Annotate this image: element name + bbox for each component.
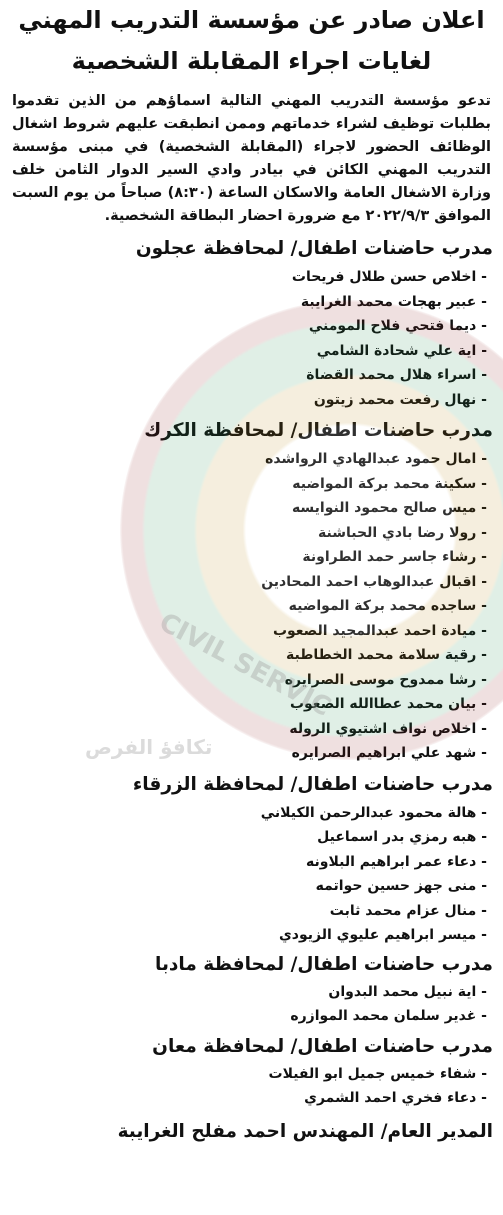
- watermark-latin-text: CIVIL SERVIC: [154, 607, 336, 723]
- candidate-list: [10, 1062, 493, 1111]
- candidate-name: - غدير سلمان محمد الموازره: [290, 1008, 487, 1024]
- candidate-list: [10, 265, 493, 412]
- candidate-name: - رشاء جاسر حمد الطراونة: [302, 549, 487, 565]
- section-title: مدرب حاضنات اطفال/ لمحافظة الكرك: [144, 420, 493, 441]
- candidate-name: - سكينة محمد بركة المواضيه: [292, 475, 487, 492]
- candidate-name: - اية علي شحادة الشامي: [316, 342, 487, 359]
- section-madaba: [10, 952, 493, 1029]
- section-title: مدرب حاضنات اطفال/ لمحافظة مادبا: [155, 953, 493, 975]
- announcement-intro: تدعو مؤسسة التدريب المهني التالية اسماؤهم من الذين تقدموا بطلبات توظيف لشراء خدماتهم وممن انطبقت عليهم شروط اشغال الوظائف الحضور لاجراء (المقابلة الشخصية) في مبنى مؤسسة التدريب المهني الكائن في بيادر وادي السير الدوار الثامن خلف وزارة الاشغال العامة والاسكان الساعة (٨:٣٠) صباحاً من يوم السبت الموافق ٢٠٢٢/٩/٣ مع ضرورة احضار البطاقة الشخصية.: [12, 93, 491, 224]
- section-ajloun: [10, 236, 493, 412]
- candidate-name: - ساجده محمد بركة المواضيه: [288, 598, 487, 614]
- candidate-name: - رقية سلامة محمد الخطاطبة: [286, 647, 487, 663]
- candidate-name: - ميسر ابراهيم عليوي الزيودي: [278, 927, 487, 943]
- candidate-name: - شهد علي ابراهيم الصرايره: [291, 745, 487, 761]
- candidate-list: [10, 980, 493, 1029]
- candidate-name: - بيان محمد عطاالله الصعوب: [289, 696, 487, 712]
- candidate-name: - منى جهز حسين حواتمه: [315, 878, 487, 894]
- candidate-list: [10, 447, 493, 766]
- candidate-name: - هبه رمزي بدر اسماعيل: [317, 829, 487, 845]
- candidate-name: - دعاء فخري احمد الشمري: [304, 1090, 487, 1106]
- candidate-name: - اسراء هلال محمد القضاة: [306, 367, 487, 383]
- candidate-name: - ميس صالح محمود النوايسه: [291, 500, 487, 516]
- section-zarqa: [10, 772, 493, 948]
- candidate-name: - رولا رضا بادي الحباشنة: [318, 524, 487, 541]
- candidate-name: - ميادة احمد عبدالمجيد الصعوب: [272, 622, 487, 639]
- candidate-name: - اية نبيل محمد البدوان: [328, 983, 487, 1000]
- announcement-subtitle: لغايات اجراء المقابلة الشخصية: [71, 47, 432, 75]
- candidate-name: - شفاء خميس جميل ابو الفيلات: [268, 1065, 487, 1082]
- section-title: مدرب حاضنات اطفال/ لمحافظة الزرقاء: [132, 773, 493, 795]
- director-signature: المدير العام/ المهندس احمد مفلح الغرايبة: [117, 1120, 493, 1142]
- section-maan: [10, 1034, 493, 1111]
- candidate-name: - دعاء عمر ابراهيم البلاونه: [306, 853, 487, 870]
- announcement-title: اعلان صادر عن مؤسسة التدريب المهني: [18, 6, 485, 34]
- candidate-name: - اقبال عبدالوهاب احمد المحادين: [261, 573, 487, 590]
- watermark-slogan-text: تكافؤ الفرص: [85, 735, 213, 759]
- candidate-list: [10, 801, 493, 948]
- section-title: مدرب حاضنات اطفال/ لمحافظة معان: [152, 1035, 493, 1057]
- section-karak: [10, 418, 493, 766]
- section-title: مدرب حاضنات اطفال/ لمحافظة عجلون: [135, 238, 493, 259]
- candidate-name: - اخلاص حسن طلال فريحات: [291, 269, 487, 285]
- candidate-name: - منال عزام محمد ثابت: [329, 902, 487, 919]
- candidate-name: - اخلاص نواف اشتيوي الروله: [289, 720, 487, 737]
- candidate-name: - هالة محمود عبدالرحمن الكيلاني: [260, 804, 487, 821]
- candidate-name: - امال حمود عبدالهادي الرواشده: [265, 451, 487, 467]
- candidate-name: - رشا ممدوح موسى الصرايره: [284, 671, 487, 688]
- candidate-name: - عبير بهجات محمد الغرايبة: [300, 293, 487, 310]
- candidate-name: - نهال رفعت محمد زيتون: [313, 391, 487, 408]
- candidate-name: - ديما فتحي فلاح المومني: [308, 318, 487, 334]
